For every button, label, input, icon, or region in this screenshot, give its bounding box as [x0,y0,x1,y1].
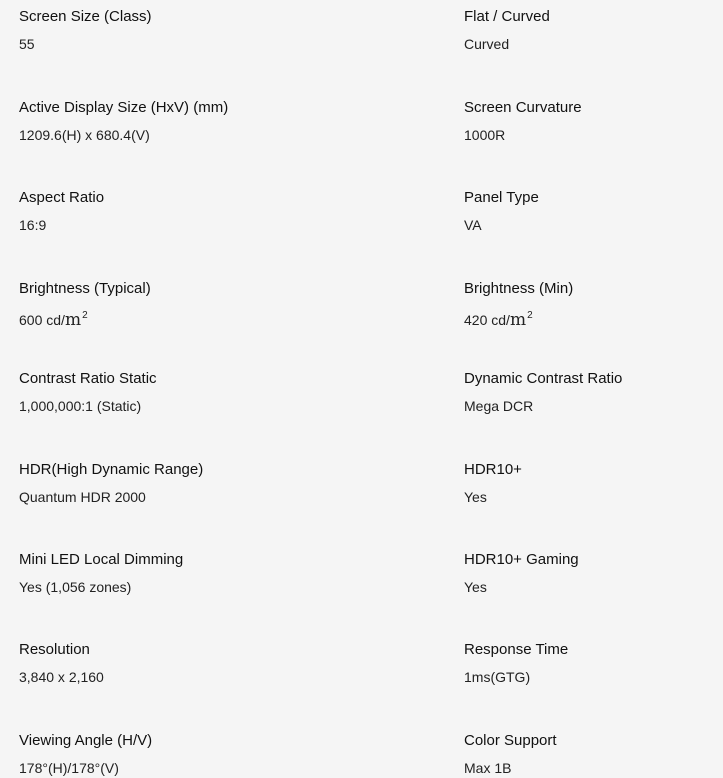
spec-label: Panel Type [464,189,539,206]
spec-value: Yes [464,579,487,595]
spec-value-unit-m: m [509,310,527,330]
spec-label: Dynamic Contrast Ratio [464,370,623,387]
spec-hdr10-plus [464,460,723,507]
spec-label: HDR(High Dynamic Range) [19,461,204,478]
spec-label: Resolution [19,641,90,658]
spec-value-unit: cd/ [491,312,510,328]
spec-value: Curved [464,36,510,52]
spec-dynamic-contrast-ratio [464,369,723,416]
spec-label: Brightness (Min) [464,280,574,297]
spec-value: Yes [464,489,487,505]
spec-label: HDR10+ [464,461,522,478]
spec-flat-curved [464,7,723,54]
spec-value [19,306,319,330]
spec-value-number: 600 [19,312,43,328]
spec-viewing-angle [19,731,319,778]
spec-screen-curvature [464,98,723,145]
spec-label: Brightness (Typical) [19,280,151,297]
spec-active-display-size [19,98,319,145]
spec-value: Yes (1,056 zones) [19,579,132,595]
spec-response-time [464,640,723,687]
spec-value: Quantum HDR 2000 [19,489,146,505]
spec-hdr10-plus-gaming [464,550,723,597]
spec-value: Max 1B [464,760,512,776]
spec-mini-led-local-dimming [19,550,319,597]
spec-value: 3,840 x 2,160 [19,669,104,685]
spec-value-unit: cd/ [46,312,65,328]
spec-panel-type [464,188,723,235]
spec-value: 16:9 [19,217,47,233]
spec-value-unit-superscript: 2 [82,310,88,321]
spec-label: Active Display Size (HxV) (mm) [19,99,229,116]
spec-brightness-min [464,279,723,330]
spec-label: Response Time [464,641,569,658]
spec-brightness-typical [19,279,319,330]
spec-label: Flat / Curved [464,8,550,25]
spec-value: VA [464,217,482,233]
spec-value-unit-superscript: 2 [527,310,533,321]
spec-label: Viewing Angle (H/V) [19,732,153,749]
spec-value [464,306,723,330]
spec-value: 1000R [464,127,506,143]
spec-label: Contrast Ratio Static [19,370,157,387]
spec-aspect-ratio [19,188,319,235]
spec-label: HDR10+ Gaming [464,551,579,568]
spec-label: Mini LED Local Dimming [19,551,184,568]
spec-value: Mega DCR [464,398,534,414]
spec-label: Aspect Ratio [19,189,105,206]
spec-value: 1,000,000:1 (Static) [19,398,142,414]
spec-resolution [19,640,319,687]
spec-value: 178°(H)/178°(V) [19,760,119,776]
spec-value: 55 [19,36,35,52]
spec-screen-size [19,7,319,54]
spec-value-number: 420 [464,312,488,328]
spec-value: 1ms(GTG) [464,669,531,685]
spec-label: Screen Size (Class) [19,8,152,25]
spec-value: 1209.6(H) x 680.4(V) [19,127,150,143]
spec-value-unit-m: m [64,310,82,330]
spec-label: Color Support [464,732,557,749]
spec-hdr [19,460,319,507]
spec-contrast-ratio-static [19,369,319,416]
spec-color-support [464,731,723,778]
spec-label: Screen Curvature [464,99,582,116]
